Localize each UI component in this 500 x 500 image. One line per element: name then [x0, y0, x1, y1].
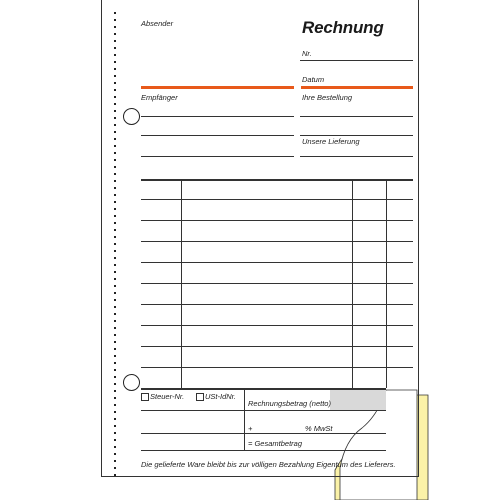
steuer-label: Steuer-Nr.	[150, 392, 185, 401]
delivery-line	[300, 156, 413, 157]
totals-line-2	[141, 433, 386, 434]
order-line-1	[300, 116, 413, 117]
punch-hole-top	[123, 108, 140, 125]
nr-line	[300, 60, 413, 61]
netto-label: Rechnungsbetrag (netto)	[248, 399, 331, 408]
recipient-line-1	[141, 116, 294, 117]
totals-bottom-border	[141, 450, 386, 451]
table-column-divider	[181, 179, 182, 388]
footer-text: Die gelieferte Ware bleibt bis zur völligen Bezahlung Eigentum des Lieferers.	[141, 460, 396, 469]
totals-divider	[244, 388, 245, 450]
accent-line-right	[301, 86, 413, 89]
totals-line-1	[141, 410, 386, 411]
accent-line-left	[141, 86, 294, 89]
steuer-checkbox[interactable]	[141, 393, 149, 401]
footer-clip	[141, 459, 396, 471]
mwst-label: % MwSt	[305, 424, 333, 433]
punch-hole-bottom	[123, 374, 140, 391]
ust-label: USt-IdNr.	[205, 392, 236, 401]
datum-label: Datum	[302, 75, 325, 84]
netto-shade	[330, 390, 386, 410]
table-column-divider	[352, 179, 353, 388]
sender-label: Absender	[141, 19, 174, 28]
recipient-line-3	[141, 156, 294, 157]
ust-checkbox[interactable]	[196, 393, 204, 401]
gesamt-label: = Gesamtbetrag	[248, 439, 302, 448]
nr-label: Nr.	[302, 49, 312, 58]
delivery-label: Unsere Lieferung	[302, 137, 360, 146]
plus-sign: +	[248, 424, 253, 433]
recipient-label: Empfänger	[141, 93, 178, 102]
order-label: Ihre Bestellung	[302, 93, 353, 102]
table-column-divider	[386, 179, 387, 388]
order-line-2	[300, 135, 413, 136]
page-title: Rechnung	[302, 18, 384, 37]
recipient-line-2	[141, 135, 294, 136]
